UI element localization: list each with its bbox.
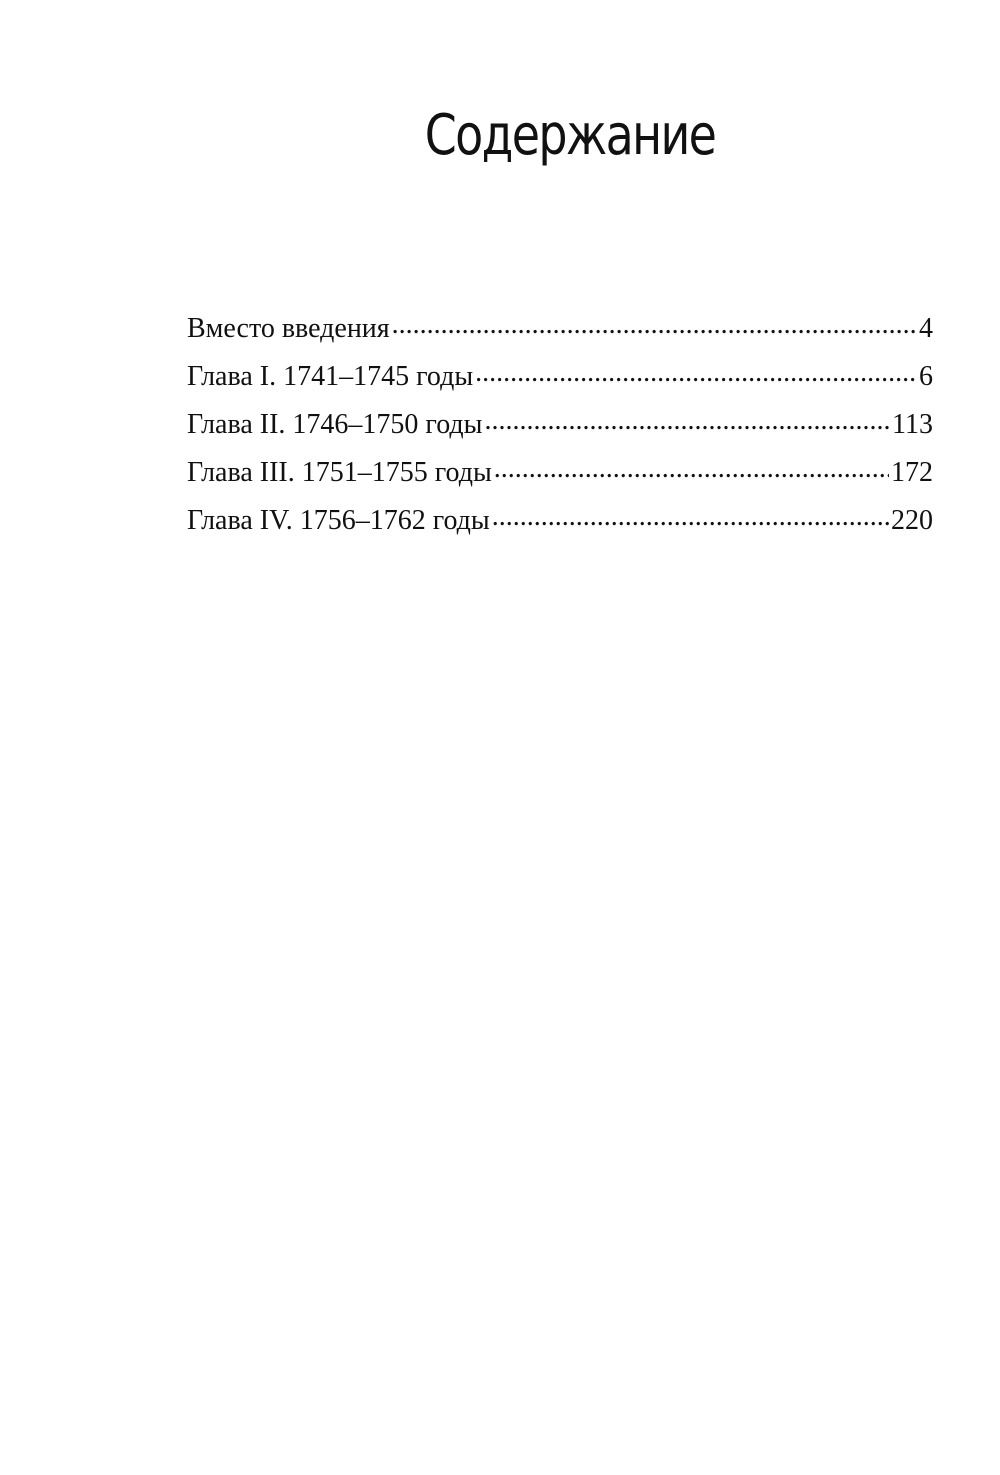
toc-entry-label: Глава III. 1751–1755 годы (187, 457, 492, 488)
toc-entry-label: Глава II. 1746–1750 годы (187, 409, 483, 440)
toc-entry-label: Глава IV. 1756–1762 годы (187, 505, 490, 536)
toc-page-number: 4 (919, 313, 933, 344)
toc-entry-chapter-2[interactable] (187, 401, 933, 449)
toc-entry-chapter-3[interactable] (187, 449, 933, 497)
toc-page-number: 172 (891, 457, 933, 488)
toc-page-number: 220 (891, 505, 933, 536)
toc-entry-label: Глава I. 1741–1745 годы (187, 361, 474, 392)
toc-entry-chapter-4[interactable] (187, 497, 933, 545)
toc-entry-label: Вместо введения (187, 313, 390, 344)
toc-page-number: 6 (919, 361, 933, 392)
dot-leader (484, 405, 890, 433)
page-title: Содержание (424, 103, 716, 168)
dot-leader (475, 357, 917, 385)
toc-entry-chapter-1[interactable] (187, 353, 933, 401)
toc-entry-introduction[interactable] (187, 305, 933, 353)
toc-page-number: 113 (892, 409, 933, 440)
dot-leader (492, 501, 889, 529)
dot-leader (392, 309, 917, 337)
dot-leader (494, 453, 889, 481)
table-of-contents (187, 305, 933, 545)
